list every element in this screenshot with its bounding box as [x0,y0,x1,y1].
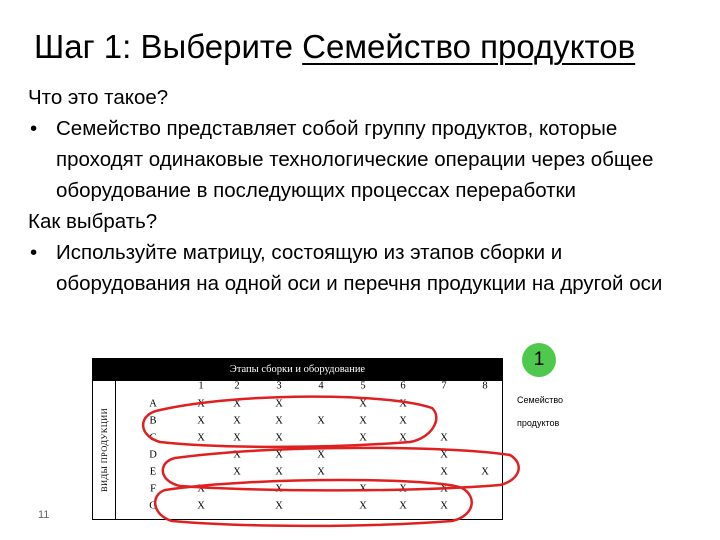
matrix-mark: X [275,483,283,495]
matrix-mark: X [233,415,241,427]
matrix-row-label: A [149,398,157,410]
matrix-col-header: 3 [276,380,282,392]
matrix-mark: X [233,432,241,444]
matrix-mark: X [275,449,283,461]
matrix-mark: X [359,415,367,427]
matrix-mark: X [399,432,407,444]
matrix-header: Этапы сборки и оборудование [93,359,502,381]
matrix-col-header: 5 [360,380,366,392]
matrix-row-label: F [150,483,156,495]
matrix-mark: X [197,500,205,512]
matrix-mark: X [233,466,241,478]
bullet-definition-text: Семейство представляет собой группу продуктов, которые проходят одинаковые технологические операции через общее оборудование в последующих процессах переработки [56,117,654,202]
page-number: 11 [38,509,50,521]
question-how: Как выбрать? [28,210,158,233]
matrix-mark: X [399,415,407,427]
matrix-mark: X [399,500,407,512]
matrix-mark: X [275,500,283,512]
matrix-mark: X [317,466,325,478]
matrix-row-label: G [149,500,157,512]
title-underlined: Семейство продуктов [302,28,636,65]
matrix-col-header: 6 [400,380,406,392]
matrix-mark: X [317,449,325,461]
matrix-mark: X [359,432,367,444]
matrix-mark: X [399,398,407,410]
matrix-col-header: 4 [318,380,324,392]
bullet-method-text: Используйте матрицу, состоящую из этапов сборки и оборудования на одной оси и перечня продукции на другой оси [56,241,663,295]
matrix-mark: X [275,432,283,444]
matrix-mark: X [233,449,241,461]
matrix-mark: X [359,483,367,495]
matrix-mark: X [275,415,283,427]
matrix-mark: X [440,449,448,461]
matrix-mark: X [197,483,205,495]
matrix-mark: X [275,398,283,410]
highlight-loop-family1 [143,397,436,447]
family-note-line2: продуктов [517,418,560,428]
matrix-mark: X [359,500,367,512]
matrix-mark: X [440,432,448,444]
matrix-mark: X [359,398,367,410]
matrix-mark: X [440,483,448,495]
matrix-mark: X [317,415,325,427]
family-note-line1: Семейство [517,395,564,405]
matrix-mark: X [197,398,205,410]
matrix-col-header: 1 [198,380,204,392]
matrix-row-label: C [149,432,157,444]
matrix-mark: X [275,466,283,478]
matrix-mark: X [197,432,205,444]
matrix-mark: X [481,466,489,478]
matrix-row-label: B [149,415,157,427]
matrix-side-label: ВИДЫ ПРОДУКЦИИ [99,407,109,493]
matrix-row-label: D [149,449,157,461]
matrix-mark: X [440,466,448,478]
matrix-col-header: 2 [234,380,240,392]
title-prefix: Шаг 1: Выберите [34,28,303,65]
matrix-col-header: 7 [441,380,447,392]
bullet-dot-icon: • [30,117,38,140]
step-badge: 1 [522,343,556,377]
matrix-row-label: E [149,466,157,478]
matrix-col-header: 8 [482,380,488,392]
matrix-mark: X [197,415,205,427]
bullet-dot-icon: • [30,241,38,264]
question-what: Что это такое? [28,86,169,109]
matrix-mark: X [440,500,448,512]
matrix-mark: X [233,398,241,410]
matrix-mark: X [399,483,407,495]
